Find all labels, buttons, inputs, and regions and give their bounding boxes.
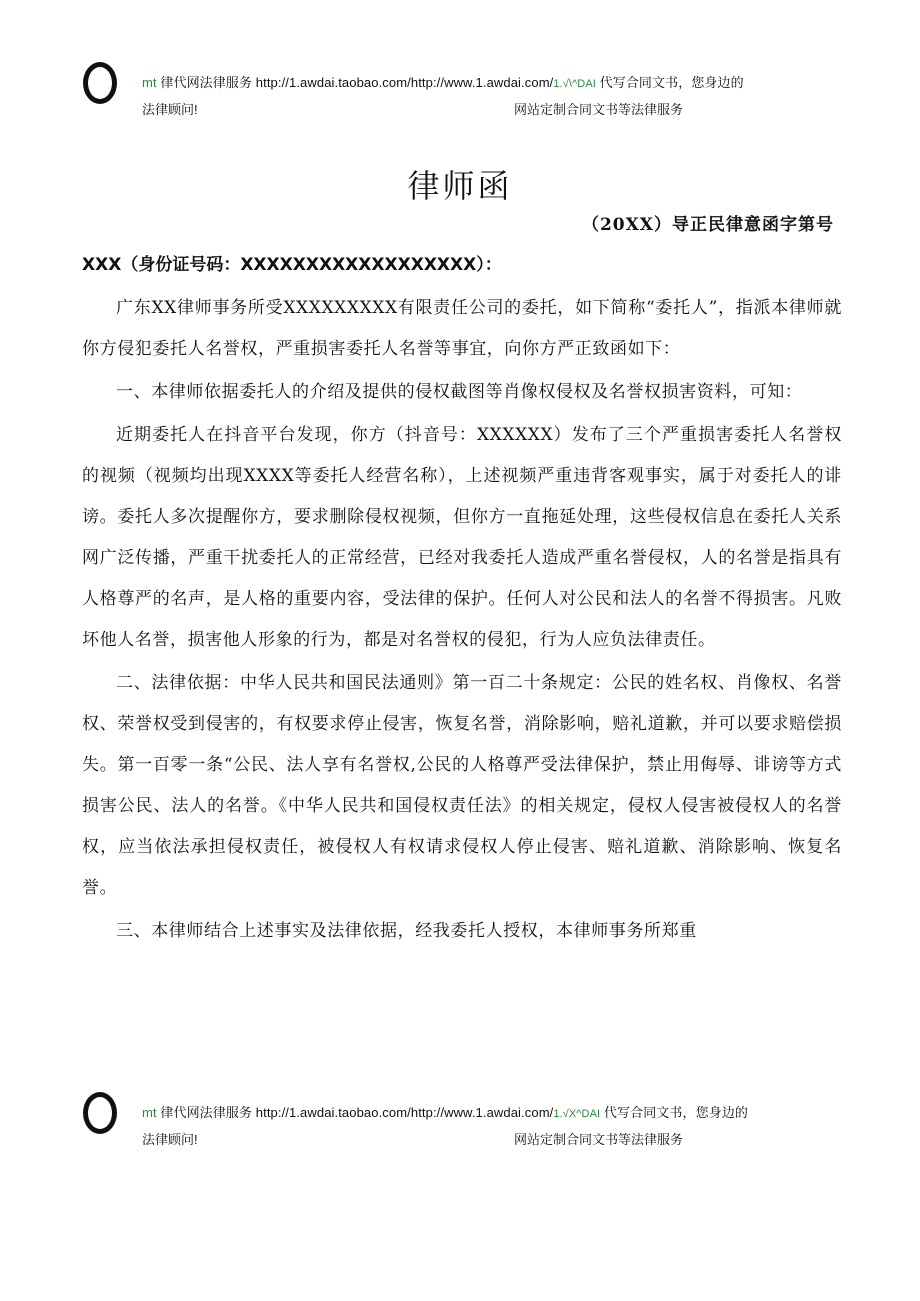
paragraph-intro: 广东XX律师事务所受XXXXXXXXX有限责任公司的委托，如下简称“委托人”，指派本律师就你方侵犯委托人名誉权，严重损害委托人名誉等事宜，向你方严正致函如下： [82,298,842,359]
banner-mt: mt [142,75,157,90]
banner-tail: 代写合同文书，您身边的 [595,75,744,90]
banner-line2-left: 法律顾问! [142,1132,198,1147]
banner-line1 [142,1102,748,1121]
paragraph-section-1: 一、本律师依据委托人的介绍及提供的侵权截图等肖像权侵权及名誉权损害资料，可知： [116,382,803,402]
banner-code: 1.√X^DAI [553,1108,601,1120]
banner-url-text: 律代网法律服务 http://1.awdai.taobao.com/http://www.1.awdai.com/ [156,1105,554,1120]
footer-banner [80,1092,860,1152]
banner-line1 [142,72,744,91]
banner-line2-right: 网站定制合同文书等法律服务 [514,102,684,117]
banner-code: 1.√\^DAI [553,78,596,90]
banner-url-text: 律代网法律服务 http://1.awdai.taobao.com/http://www.1.awdai.com/ [156,75,554,90]
paragraph-section-2: 二、法律依据：中华人民共和国民法通则》第一百二十条规定：公民的姓名权、肖像权、名誉权、荣誉权受到侵害的，有权要求停止侵害，恢复名誉，消除影响，赔礼道歉，并可以要求赔偿损失。第一百零一条“公民、法人享有名誉权,公民的人格尊严受法律保护，禁止用侮辱、诽谤等方式损害公民、法人的名誉。《中华人民共和国侵权责任法》的相关规定，侵权人侵害被侵权人的名誉权，应当依法承担侵权责任，被侵权人有权请求侵权人停止侵害、赔礼道歉、消除影响、恢复名誉。 [82,673,842,898]
circle-logo-icon [83,62,117,104]
paragraph-section-3: 三、本律师结合上述事实及法律依据，经我委托人授权，本律师事务所郑重 [116,921,697,941]
page-title: 律师函 [407,167,513,206]
letter-body [82,288,842,954]
header-banner [80,62,860,122]
document-reference: （20XX）导正民律意函字第号 [581,215,834,235]
paragraph-facts: 近期委托人在抖音平台发现，你方（抖音号：XXXXXX）发布了三个严重损害委托人名誉权的视频（视频均出现XXXX等委托人经营名称），上述视频严重违背客观事实，属于对委托人的诽谤。委托人多次提醒你方，要求删除侵权视频，但你方一直拖延处理，这些侵权信息在委托人关系网广泛传播，严重干扰委托人的正常经营，已经对我委托人造成严重名誉侵权，人的名誉是指具有人格尊严的名声，是人格的重要内容，受法律的保护。任何人对公民和法人的名誉不得损害。凡败坏他人名誉，损害他人形象的行为，都是对名誉权的侵犯，行为人应负法律责任。 [82,425,842,650]
banner-mt: mt [142,1105,157,1120]
banner-line2-left: 法律顾问! [142,102,198,117]
circle-logo-icon [83,1092,117,1134]
banner-line2-right: 网站定制合同文书等法律服务 [514,1132,684,1147]
banner-tail: 代写合同文书，您身边的 [600,1105,749,1120]
recipient-line: XXX（身份证号码：XXXXXXXXXXXXXXXXXX）： [82,255,502,275]
